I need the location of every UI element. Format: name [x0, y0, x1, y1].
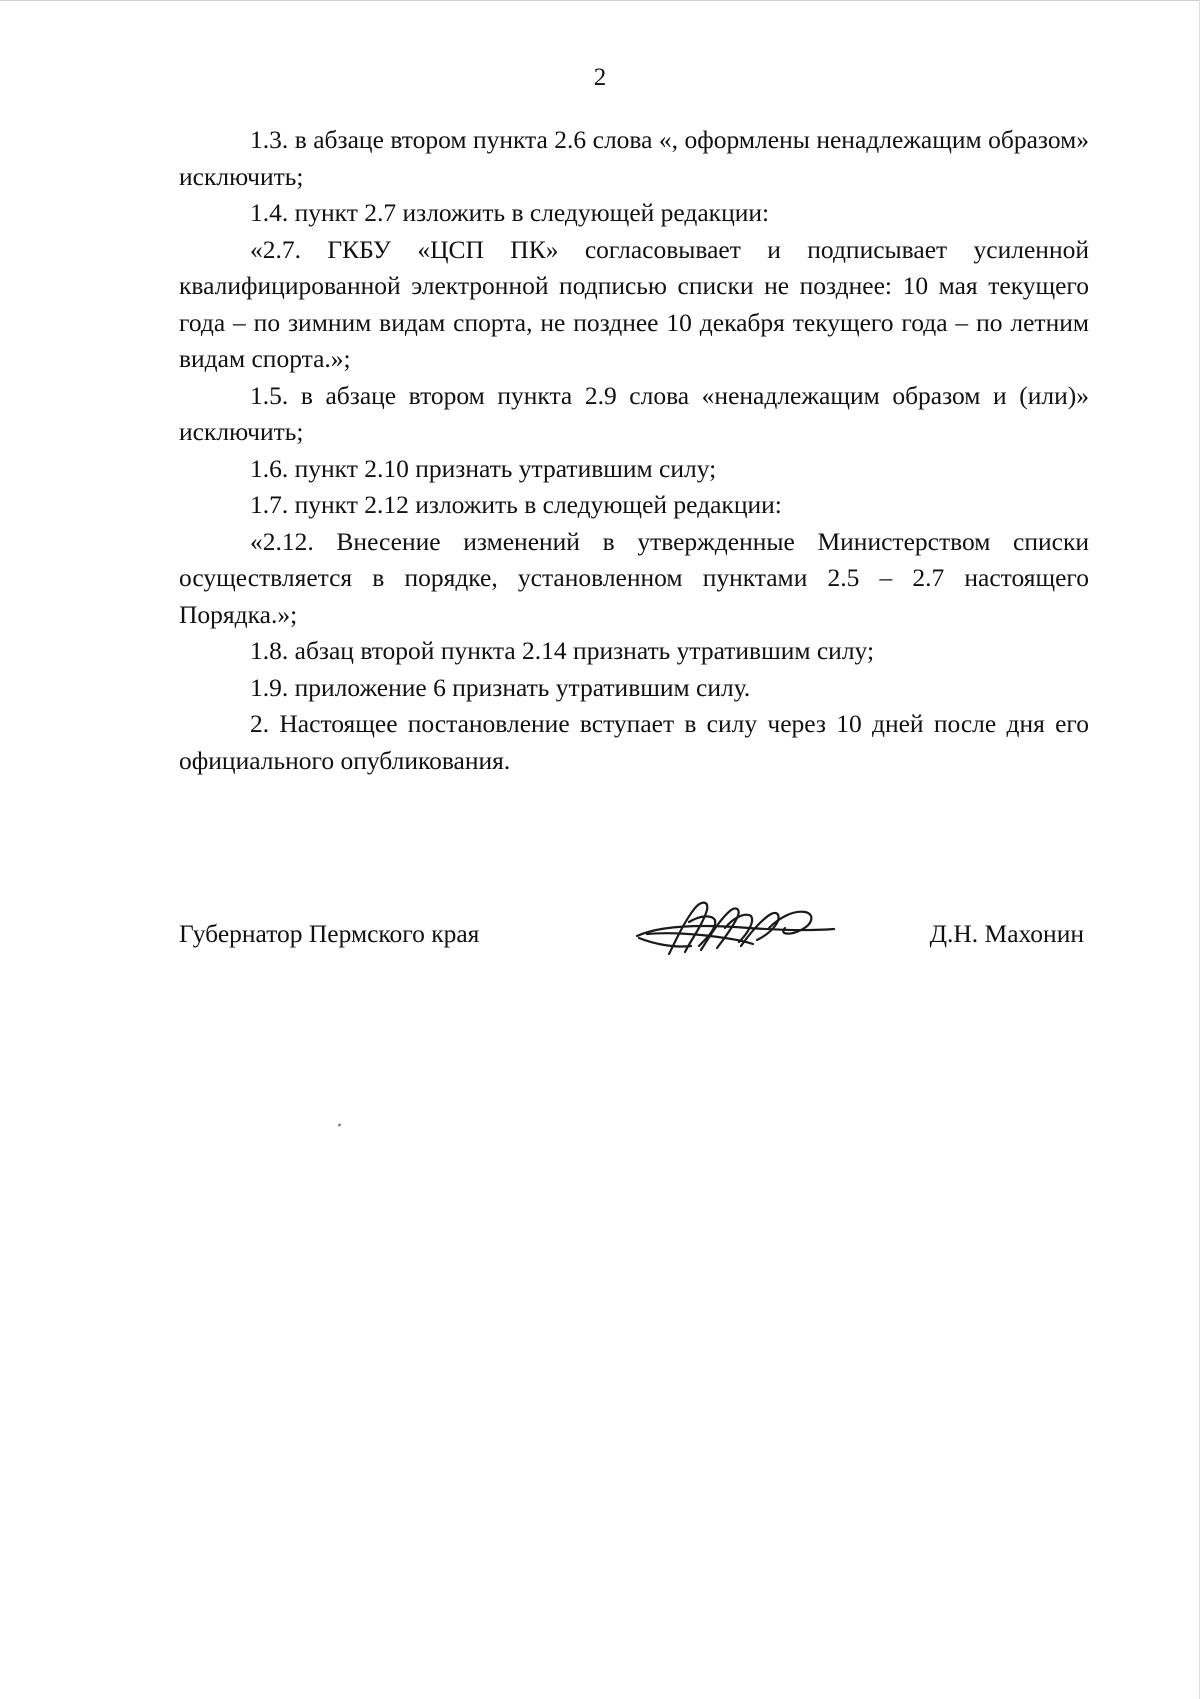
- signatory-name: Д.Н. Махонин: [929, 919, 1084, 948]
- paragraph-2-7-quote: «2.7. ГКБУ «ЦСП ПК» согласовывает и подписывает усиленной квалифицированной электронной подписью списки не позднее: 10 мая текущего года – по зимним видам спорта, не позднее 10 декабря текущего года – по летним видам спорта.»;: [179, 234, 1089, 373]
- page-top-edge: [0, 0, 1200, 1]
- paragraph-1-5: 1.5. в абзаце втором пункта 2.9 слова «ненадлежащим образом и (или)» исключить;: [179, 380, 1089, 446]
- paragraph-1-8: 1.8. абзац второй пункта 2.14 признать утратившим силу;: [250, 636, 875, 665]
- paragraph-2-12-quote: «2.12. Внесение изменений в утвержденные Министерством списки осуществляется в порядке, установленном пунктами 2.5 – 2.7 настоящего Порядка.»;: [179, 526, 1089, 629]
- signature-block: [179, 900, 1084, 970]
- paragraph-1-9: 1.9. приложение 6 признать утратившим силу.: [250, 672, 751, 702]
- paragraph-2-effective-date: 2. Настоящее постановление вступает в силу через 10 дней после дня его официального опубликования.: [179, 709, 1089, 775]
- handwritten-signature: [629, 888, 839, 968]
- page-number: 2: [593, 64, 607, 91]
- signatory-title: Губернатор Пермского края: [179, 919, 480, 948]
- paragraph-1-4: 1.4. пункт 2.7 изложить в следующей редакции:: [250, 198, 770, 227]
- document-body: [179, 122, 1089, 779]
- paragraph-1-7: 1.7. пункт 2.12 изложить в следующей редакции:: [250, 490, 782, 519]
- paragraph-1-6: 1.6. пункт 2.10 признать утратившим силу;: [250, 453, 717, 483]
- paragraph-1-3: 1.3. в абзаце втором пункта 2.6 слова «, оформлены ненадлежащим образом» исключить;: [179, 125, 1089, 191]
- scan-speck: [338, 1123, 342, 1126]
